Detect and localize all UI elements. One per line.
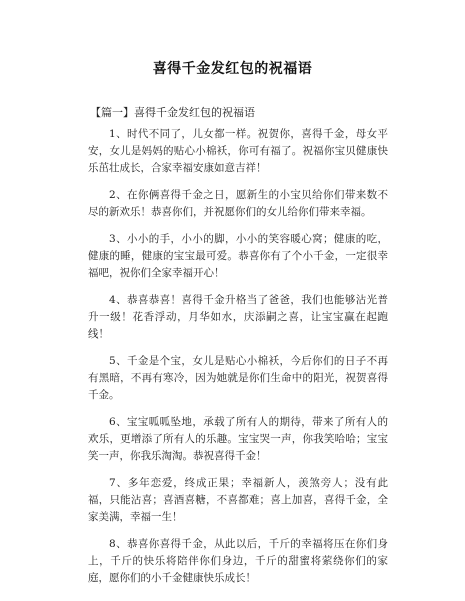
paragraph-5: 5、千金是个宝，女儿是贴心小棉袄，今后你们的日子不再有黑暗，不再有寒冷，因为她就是你们生命中的阳光，祝贺喜得千金。 [88,355,388,401]
paragraph-7: 7、多年恋爱，终成正果；幸福新人，羡煞旁人；没有此福，只能沾喜；喜酒喜糖，不喜都难；喜上加喜，喜得千金，全家美满，幸福一生！ [88,477,388,523]
paragraph-8: 8、恭喜你喜得千金，从此以后，千斤的幸福将压在你们身上，千斤的快乐将陪伴你们身边，千斤的甜蜜将萦绕你们的家庭，愿你们的小千金健康快乐成长！ [88,538,388,584]
section-heading: 【篇一】喜得千金发红包的祝福语 [90,106,255,119]
paragraph-1: 1、时代不同了，儿女都一样。祝贺你，喜得千金，母女平安，女儿是妈妈的贴心小棉袄，你可有福了。祝福你宝贝健康快乐茁壮成长，合家幸福安康如意吉祥！ [88,128,388,174]
paragraph-4: 4、恭喜恭喜！喜得千金升格当了爸爸，我们也能够沾光普升一级！花香浮动，月华如水，庆添嗣之喜，让宝宝赢在起跑线！ [88,294,388,340]
paragraph-3: 3、小小的手，小小的脚，小小的笑容暖心窝；健康的吃，健康的睡，健康的宝宝最可爱。恭喜你有了个小千金，一定很幸福吧，祝你们全家幸福开心！ [88,233,388,279]
document-body [88,126,388,597]
document-title: 喜得千金发红包的祝福语 [152,61,313,77]
paragraph-2: 2、在你俩喜得千金之日，愿新生的小宝贝给你们带来数不尽的新欢乐！恭喜你们，并祝愿你们的女儿给你们带来幸福。 [88,189,388,218]
paragraph-6: 6、宝宝呱呱坠地，承载了所有人的期待，带来了所有人的欢乐，更增添了所有人的乐趣。宝宝哭一声，你我笑哈哈；宝宝笑一声，你我乐淘淘。恭祝喜得千金！ [88,416,388,462]
